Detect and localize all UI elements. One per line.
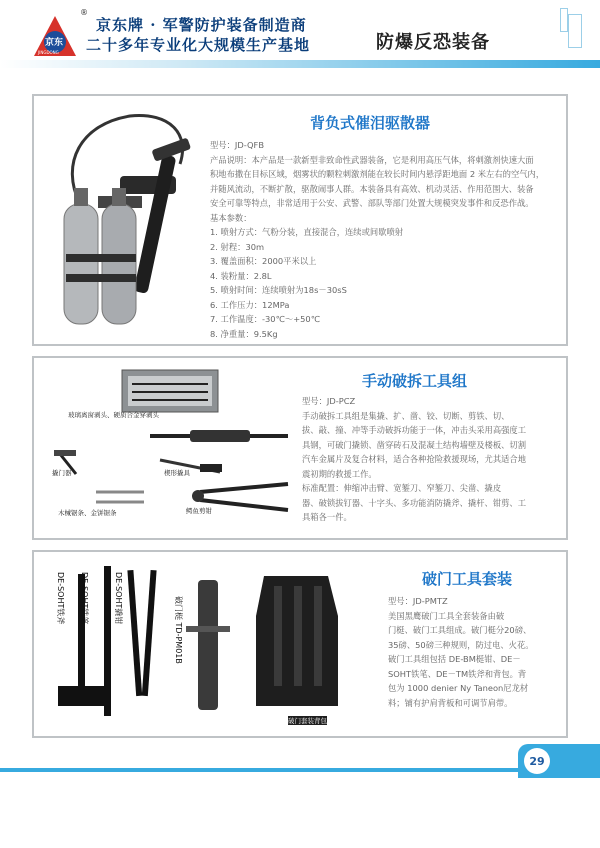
brand-line-1: 京东牌 · 军警防护装备制造商 xyxy=(96,16,307,34)
tear-gas-disperser-image xyxy=(40,104,200,334)
caption-door-pry: 撬门器 xyxy=(52,469,72,477)
desc-line: 美国黑鹰破门工具全套装备由破 xyxy=(388,610,505,621)
desc-line: 料；铺有护肩背板和可调节肩带。 xyxy=(388,697,513,708)
desc-line: 破门工具组包括 DE-BM梃钳、DE－ xyxy=(388,654,521,664)
desc-line: 门梃、破门工具组成。破门梃分20磅、 xyxy=(388,625,532,635)
desc-line: 震初期的救援工作。 xyxy=(302,468,377,479)
desc-line: SOHT铁笔、DE－TM铁斧和背包。背 xyxy=(388,668,527,679)
label-tool-pliers: DE-SOHT撬钳 xyxy=(114,572,123,625)
caption-wedge-pry: 楔形撬具 xyxy=(164,469,190,477)
caption-saw-blades: 木械锯条、金饼锯条 xyxy=(58,509,117,517)
product-panel-door-breaching-kit xyxy=(32,550,568,738)
desc-line: 具箱各一件。 xyxy=(302,512,352,522)
header-stripe xyxy=(0,60,600,68)
desc-line: 安全可靠等特点，非常适用于公安、武警、部队等部门处置大规模突发事件和反恐作战。 xyxy=(210,198,534,208)
product-title-door-kit: 破门工具套装 xyxy=(422,570,513,588)
desc-line: 3. 覆盖面积：2000平米以上 xyxy=(210,256,317,266)
logo-text: 京东 xyxy=(45,38,64,48)
section-title: 防爆反恐装备 xyxy=(376,32,490,53)
desc-line: 具钢，可破门撬锁、凿穿砖石及混凝土结构墙壁及楼板、切割 xyxy=(302,439,527,450)
desc-line: 手动破拆工具组是集撬、扩、凿、铰、切断、剪铁、切、 xyxy=(302,410,510,421)
desc-line: 并随风流动，不断扩散，驱散闹事人群。本装备具有高效、机动灵活、作用范围大、装备 xyxy=(210,183,534,194)
registered-mark: ® xyxy=(80,8,88,17)
desc-line: 拔、敲、撞、冲等手动破拆功能于一体，冲击头采用高强度工 xyxy=(302,425,527,435)
desc-line: 型号：JD-QFB xyxy=(210,140,265,150)
footer-stripe xyxy=(0,768,518,772)
label-tool-bar: DE-SOHT铁笔 xyxy=(80,572,89,625)
desc-line: 2. 射程：30m xyxy=(210,241,265,252)
product-description-tear-gas xyxy=(210,138,544,341)
product-description-breaching xyxy=(302,394,526,525)
desc-line: 包为 1000 denier Ny Taneon尼龙材 xyxy=(388,683,529,693)
desc-line: 型号：JD-PMTZ xyxy=(388,596,448,606)
desc-line: 35磅、50磅三种规则，防过电、火花。 xyxy=(388,639,534,650)
page-number: 29 xyxy=(524,748,550,774)
caption-glass-breaker: 玻璃离窗剥头、硬质合金穿剥头 xyxy=(68,411,159,419)
desc-line: 6. 工作压力：12MPa xyxy=(210,299,290,310)
brand-line-2: 二十多年专业化大规模生产基地 xyxy=(86,36,311,54)
desc-line: 4. 装粉量：2.8L xyxy=(210,270,272,281)
logo-subtext: JINGDONG xyxy=(38,50,59,55)
desc-line: 型号：JD-PCZ xyxy=(302,396,356,406)
desc-line: 标准配置：伸缩冲击臂、宽錾刀、窄錾刀、尖凿、撬皮 xyxy=(302,483,502,493)
desc-line: 5. 喷射时间：连续喷射为18s－30sS xyxy=(210,285,347,295)
desc-line: 产品说明：本产品是一款新型非致命性武器装备，它是利用高压气体，将刺激剂快速大面 xyxy=(210,154,534,165)
label-tool-axe: DE-SOHT铁斧 xyxy=(56,572,65,625)
product-panel-breaching-tools xyxy=(32,356,568,540)
product-title-breaching: 手动破拆工具组 xyxy=(362,372,468,390)
decor-box xyxy=(560,8,568,32)
product-panel-tear-gas-disperser xyxy=(32,94,568,346)
product-description-door-kit xyxy=(388,594,534,710)
label-tool-ram: 破门梃 TD-PM01B xyxy=(174,596,183,664)
desc-line: 8. 净重量：9.5Kg xyxy=(210,328,278,339)
desc-line: 器、破锁拔钉器、十字头、多功能消防撬斧、撬杆、钳剪、工 xyxy=(302,497,527,508)
decor-box xyxy=(568,14,582,48)
desc-line: 1. 喷射方式：气粉分装，直接混合，连续或间歇喷射 xyxy=(210,227,404,237)
caption-bolt-cutter: 鳄鱼剪钳 xyxy=(186,507,212,515)
page-header xyxy=(0,0,600,68)
caption-backpack: 破门套装背包 xyxy=(288,717,327,725)
desc-line: 基本参数： xyxy=(210,212,252,223)
product-title-tear-gas: 背负式催泪驱散器 xyxy=(310,114,431,132)
desc-line: 汽车金属片及复合材料，适合各种抢险救援现场，尤其适合地 xyxy=(302,454,527,464)
desc-line: 7. 工作温度：-30℃～+50℃ xyxy=(210,314,321,324)
desc-line: 积地布撒在目标区域，烟雾状的颗粒刺激剂能在较长时间内悬浮距地面 2 米左右的空气内， xyxy=(210,169,545,179)
